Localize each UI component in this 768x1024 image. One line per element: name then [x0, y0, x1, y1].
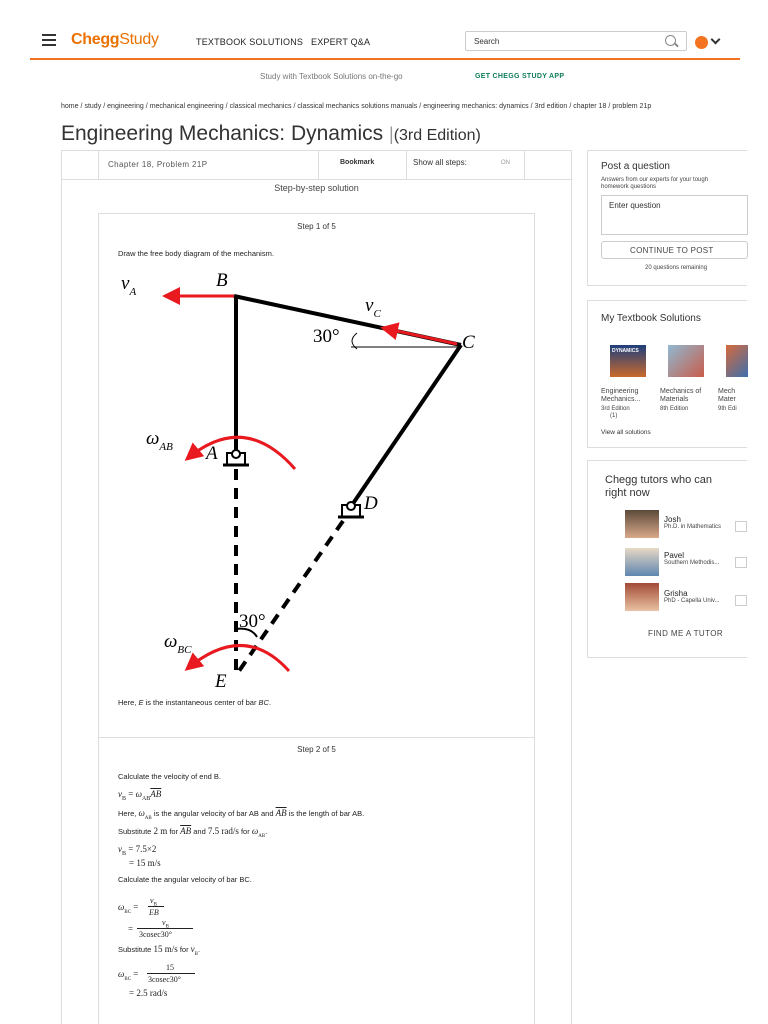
mechanism-diagram [99, 259, 536, 699]
label-d: D [364, 493, 378, 514]
breadcrumb-item[interactable]: engineering [107, 103, 144, 110]
label-va: $v_A$ [121, 273, 137, 298]
breadcrumb: home / study / engineering / mechanical engineering / classical mechanics / classical mechanics solutions manuals / engineering mechanics: dynamics / 3rd edition / chapter 18 / problem 21p [61, 103, 652, 110]
step-2-line-2: Here, $\omega_{AB}$ is the angular velocity of bar AB and $\overline{AB}$ is the length of bar AB. [118, 808, 365, 821]
continue-to-post-button[interactable]: CONTINUE TO POST [601, 241, 748, 259]
step-2-box: Step 2 of 5 Calculate the velocity of end B. $v_B = \omega_{AB}\overline{AB}$ Here, $\omega_{AB}$ is the angular velocity of bar AB and $\overline{AB}$ is the length of bar AB. Substitute 2 m for $\overline{AB}$ and 7.5 rad/s for $\omega_{AB}$. $v_B = 7.5\times 2$ = 15 m/s Calculate the angular velocity of bar BC. $\omega_{BC}$ = $v_B$ EB = $v_B$ 3cosec30° Substitute 15 m/s for $v_B$. $\omega_{BC}$ = 15 3cosec30° = 2.5 rad/s [98, 737, 535, 1024]
step-by-step-heading: Step-by-step solution [274, 183, 359, 193]
book-edition-2: 8th Edition [660, 406, 689, 412]
step-2-line-1: Calculate the velocity of end B. [118, 772, 221, 781]
breadcrumb-item[interactable]: classical mechanics [229, 103, 292, 110]
book-cover-dynamics[interactable]: DYNAMICS [610, 345, 646, 377]
nav-textbook-solutions[interactable]: TEXTBOOK SOLUTIONS [196, 37, 304, 47]
label-b: B [216, 270, 228, 291]
tutors-title: Chegg tutors who can right now [605, 474, 713, 499]
pin-support-d [338, 502, 364, 517]
breadcrumb-item[interactable]: problem 21p [612, 103, 652, 110]
tutor-name-josh[interactable]: Josh [664, 515, 681, 524]
label-wab: $\omega_{AB}$ [146, 428, 173, 453]
label-c: C [462, 332, 475, 353]
tutor-avatar-pavel[interactable] [625, 548, 659, 576]
hamburger-menu-icon[interactable] [42, 34, 56, 46]
nav-expert-qa[interactable]: EXPERT Q&A [311, 37, 371, 47]
book-cover-mechanics-of-materials[interactable] [668, 345, 704, 377]
search-input[interactable] [474, 35, 654, 47]
label-angle-e: 30° [239, 611, 266, 632]
search-icon[interactable] [665, 35, 676, 46]
tutor-name-grisha[interactable]: Grisha [664, 589, 688, 598]
my-textbooks-title: My Textbook Solutions [601, 313, 701, 324]
step-1-title: Step 1 of 5 [297, 222, 336, 231]
page-title [61, 122, 481, 146]
show-all-steps-label: Show all steps: [413, 158, 467, 167]
step-1-box [98, 213, 535, 738]
breadcrumb-item[interactable]: home [61, 103, 79, 110]
equation-vb-value: $v_B = 7.5\times 2$ [118, 844, 157, 857]
questions-remaining: 20 questions remaining [645, 265, 708, 271]
book-title-3[interactable]: Mech Mater [718, 388, 736, 403]
post-question-card [587, 150, 747, 286]
tutor-desc-pavel: Southern Methodis... [664, 560, 720, 566]
velocity-arrow-c [383, 328, 457, 344]
get-app-link[interactable]: GET CHEGG STUDY APP [475, 73, 565, 80]
post-question-title: Post a question [601, 161, 670, 172]
tutor-select-josh[interactable] [735, 521, 747, 532]
step-2-title: Step 2 of 5 [297, 745, 336, 754]
chegg-study-logo[interactable]: CheggStudy [71, 31, 159, 48]
solution-tabbar [62, 151, 571, 180]
chevron-down-icon[interactable] [711, 35, 721, 45]
chegg-tutors-card [587, 460, 747, 658]
label-e: E [215, 671, 227, 692]
show-all-steps-control[interactable] [406, 151, 525, 179]
step-2-line-3: Substitute 2 m for $\overline{AB}$ and 7.5 rad/s for $\omega_{AB}$. [118, 826, 268, 839]
user-avatar-icon[interactable] [695, 36, 708, 49]
tutor-name-pavel[interactable]: Pavel [664, 551, 685, 560]
bar-cd [352, 345, 461, 505]
find-me-a-tutor-button[interactable]: FIND ME A TUTOR [648, 629, 724, 638]
show-all-toggle[interactable]: ON [501, 160, 510, 166]
post-question-desc-1: Answers from our experts for your tough [601, 177, 709, 183]
top-header [0, 0, 768, 60]
breadcrumb-item[interactable]: mechanical engineering [149, 103, 224, 110]
equation-wbc-result: = 2.5 rad/s [129, 988, 168, 998]
book-title-1[interactable]: Engineering Mechanics... [601, 388, 641, 403]
breadcrumb-item[interactable]: classical mechanics solutions manuals [297, 103, 418, 110]
step-2-line-5: Substitute 15 m/s for $v_B$. [118, 944, 201, 957]
tutor-avatar-josh[interactable] [625, 510, 659, 538]
search-box [465, 31, 687, 51]
header-divider [30, 58, 740, 60]
step-1-intro: Draw the free body diagram of the mechanism. [118, 249, 274, 258]
book-edition: (3rd Edition) [393, 127, 481, 144]
book-edition-1: 3rd Edition (1) [601, 406, 630, 419]
label-vc: $v_C$ [365, 295, 381, 320]
bookmark-tab[interactable] [318, 151, 407, 179]
bookmark-label: Bookmark [340, 159, 375, 166]
promo-text: Study with Textbook Solutions on-the-go [260, 72, 403, 81]
label-angle-c: 30° [313, 326, 340, 347]
label-a: A [206, 443, 218, 464]
title-separator: | [389, 124, 394, 144]
breadcrumb-item[interactable]: chapter 18 [573, 103, 607, 110]
chapter-tab[interactable] [98, 151, 319, 179]
tutor-select-pavel[interactable] [735, 557, 747, 568]
breadcrumb-item[interactable]: study [84, 103, 102, 110]
post-question-desc-2: homework questions [601, 184, 657, 190]
book-title: Engineering Mechanics: Dynamics [61, 122, 384, 145]
step-2-line-4: Calculate the angular velocity of bar BC. [118, 875, 252, 884]
pin-support-a [223, 450, 249, 465]
my-textbook-solutions-card [587, 300, 747, 448]
equation-vb-result: = 15 m/s [129, 858, 161, 868]
tutor-desc-josh: Ph.D. in Mathematics [664, 524, 722, 530]
label-wbc: $\omega_{BC}$ [164, 631, 192, 656]
breadcrumb-item[interactable]: 3rd edition [534, 103, 568, 110]
book-edition-3: 9th Edi [718, 406, 737, 412]
book-title-2[interactable]: Mechanics of Materials [660, 388, 702, 403]
view-all-solutions-link[interactable]: View all solutions [601, 429, 651, 436]
breadcrumb-item[interactable]: engineering mechanics: dynamics [423, 103, 529, 110]
tutor-avatar-grisha[interactable] [625, 583, 659, 611]
tutor-select-grisha[interactable] [735, 595, 747, 606]
question-textarea[interactable]: Enter question [601, 195, 748, 235]
book-cover-mechanics-9th[interactable] [726, 345, 748, 377]
chapter-problem-label: Chapter 18, Problem 21P [108, 160, 208, 169]
equation-vb: $v_B = \omega_{AB}\overline{AB}$ [118, 789, 162, 802]
tutor-desc-grisha: PhD - Capella Univ... [664, 598, 720, 604]
step-1-caption: Here, E is the instantaneous center of bar BC. [118, 698, 272, 707]
